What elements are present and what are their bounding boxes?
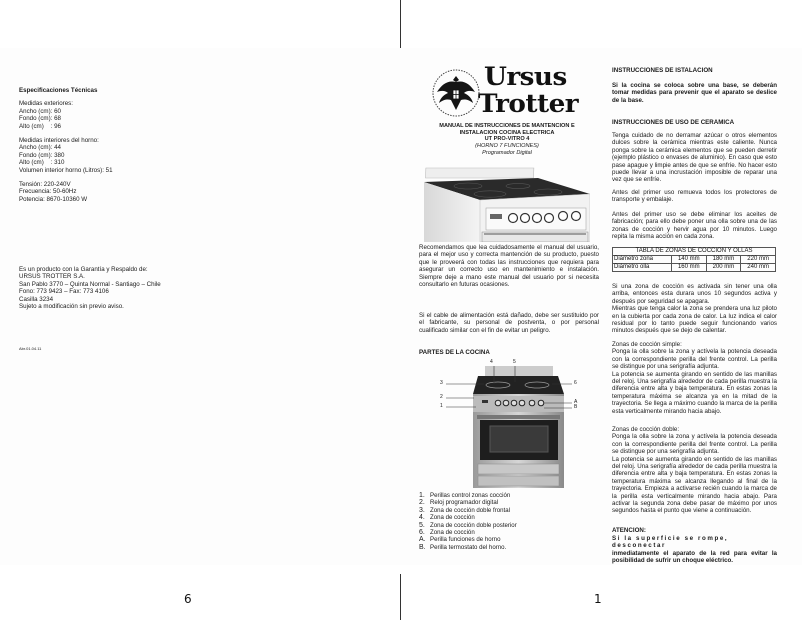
- interior-depth: Fondo (cm): 380: [19, 151, 65, 159]
- ceramic-paragraph-1: Tenga cuidado de no derramar azúcar o otros elementos dulces sobre la cerámica mientras este caliente. Nunca ponga sobre la cerámica elementos que se pueden derretir (ejemplo plástico o envases de aluminio). En caso que esto pase apague y limpie antes de que se enfríe. No hacer esto puede llevar a una incrustación imposible de reparar una vez que se enfríe.: [612, 132, 777, 184]
- ceramic-paragraph-3: Antes del primer uso se debe eliminar los aceites de fabricación; para ello debe poner una olla sobre una de las zonas de cocción y hervir agua por 10 minutos. Luego repita la misma acción en cada zona.: [612, 211, 777, 241]
- double-zones-section: [612, 426, 777, 515]
- simple-zones-heading: Zonas de cocción simple:: [612, 341, 682, 348]
- contact-line: Sujeto a modificación sin previo aviso.: [19, 303, 124, 311]
- diagram-label-6: 6: [574, 380, 577, 386]
- exterior-dimensions: [19, 100, 189, 130]
- interior-width: Ancho (cm): 44: [19, 144, 61, 152]
- list-item: [419, 522, 599, 529]
- programmer-type: Programador Digital: [482, 149, 532, 156]
- diagram-label-1: 1: [440, 403, 443, 409]
- title-line: MANUAL DE INSTRUCCIONES DE MANTENCION E: [439, 123, 575, 129]
- revision-code: Abr.01.04.11: [19, 346, 42, 351]
- power: Potencia: 8670-10360 W: [19, 195, 88, 203]
- table-cell: 140 mm: [672, 256, 707, 264]
- ursus-trotter-logo: [432, 62, 580, 122]
- table-cell: 180 mm: [706, 256, 741, 264]
- diagram-label-5: 5: [513, 359, 516, 365]
- exterior-width: Ancho (cm): 60: [19, 107, 61, 115]
- diagram-label-3: 3: [440, 380, 443, 386]
- zone-activation-text: [612, 283, 777, 335]
- list-item: [419, 507, 599, 514]
- brand-line-2: Trotter: [478, 89, 579, 118]
- parts-heading: PARTES DE LA COCINA: [419, 349, 490, 356]
- parts-list: [419, 492, 599, 551]
- warranty-contact: [19, 266, 189, 310]
- row-label: Diámetro olla: [613, 264, 672, 272]
- exterior-height: Alto (cm) : 96: [19, 122, 61, 130]
- exterior-heading: Medidas exteriores:: [19, 100, 73, 108]
- contact-line: Fono: 773 9423 – Fax: 773 4106: [19, 288, 109, 296]
- part-label: Perilla termostato del horno.: [430, 543, 507, 551]
- stove-parts-diagram: [440, 360, 580, 488]
- part-label: Reloj programador digital: [430, 499, 499, 507]
- specs-title: Especificaciones Técnicas: [19, 87, 98, 94]
- contact-line: URSUS TROTTER S.A.: [19, 273, 85, 281]
- table-title: TABLA DE ZONAS DE COCCION Y OLLAS: [613, 248, 776, 256]
- page-number-left: 6: [184, 592, 192, 606]
- simple-zones-paragraph-2: La potencia se aumenta girando en sentido de las manillas del reloj. Una serigrafía alrededor de cada perilla muestra la diferencia entre alta y baja temperatura. En estas zonas la temperatura máxima se alcanza ya en la mitad de la trayectoria. Se llega a máximo cuando la marca de la perilla esta verticalmente mirando hacia abajo.: [612, 370, 777, 415]
- electrical-specs: [19, 181, 189, 203]
- stove-photo: [420, 164, 590, 242]
- row-label: Diámetro zona: [613, 256, 672, 264]
- ceramic-heading: INSTRUCCIONES DE USO DE CERAMICA: [612, 119, 735, 126]
- part-key: B.: [419, 543, 426, 551]
- page-number-right: 1: [594, 592, 602, 606]
- zone-paragraph-2: Mientras que tenga calor la zona se prendera una luz piloto en la cubierta por cada zona de calor. La luz indica el calor residual por lo tanto puede seguir funcionando varios minutos después que se dejo de calentar.: [612, 305, 777, 335]
- zone-paragraph-1: Si una zona de cocción es activada sin tener una olla arriba, entonces esta durara unos 10 segundos activa y después por seguridad se apagara.: [612, 283, 777, 305]
- page-divider-top: [400, 0, 401, 48]
- part-key: 2.: [419, 499, 425, 507]
- list-item: [419, 514, 599, 521]
- diagram-label-a: A: [574, 399, 578, 405]
- model-name: UT PRO-VITRO 4: [484, 136, 530, 143]
- list-item: [419, 529, 599, 536]
- oven-volume: Volumen interior horno (Litros): 51: [19, 166, 113, 174]
- frequency: Frecuencia: 50-60Hz: [19, 188, 77, 196]
- brand-line-1: Ursus: [484, 62, 567, 91]
- list-item: [419, 499, 599, 506]
- simple-zones-section: [612, 341, 777, 415]
- double-zones-heading: Zonas de cocción doble:: [612, 426, 680, 433]
- double-zones-paragraph-1: Ponga la olla sobre la zona y actívela la potencia deseada con la correspondiente perilla del frente control. La perilla se distingue por una serigrafía adjunta.: [612, 433, 777, 456]
- simple-zones-paragraph-1: Ponga la olla sobre la zona y actívela la potencia deseada con la correspondiente perilla del frente control. La perilla se distingue por una serigrafía adjunta.: [612, 348, 777, 371]
- part-key: A.: [419, 536, 426, 544]
- attention-line-rest: inmediatamente el aparato de la red para evitar la posibilidad de sufrir un choque eléctrico.: [612, 549, 777, 565]
- table-row: [613, 264, 776, 272]
- part-label: Perilla funciones de horno: [430, 536, 501, 544]
- attention-text: [612, 535, 777, 565]
- contact-line: Es un producto con la Garantía y Respaldo de:: [19, 266, 148, 273]
- table-cell: 160 mm: [672, 264, 707, 272]
- interior-heading: Medidas interiores del horno:: [19, 137, 99, 145]
- technical-specifications: [19, 87, 189, 210]
- attention-heading: ATENCION:: [612, 527, 646, 534]
- installation-heading: INSTRUCCIONES DE ISTALACION: [612, 67, 713, 74]
- part-key: 1.: [419, 492, 425, 499]
- diagram-label-b: B: [574, 404, 578, 410]
- contact-line: San Pablo 3770 – Quinta Normal - Santiago – Chile: [19, 280, 161, 288]
- part-label: Zona de cocción: [430, 529, 475, 537]
- interior-height: Alto (cm) : 310: [19, 159, 65, 167]
- contact-line: Casilla 3234: [19, 295, 54, 303]
- page-divider-bottom: [400, 574, 401, 620]
- intro-paragraph: Recomendamos que lea cuidadosamente el manual del usuario, para el mejor uso y correcta mantención de su producto, puesto que le proveerá con todas las instrucciones que requiera para asegurar un correcto uso en mantenimiento e instalación. Siempre deje a mano este manual del usuario por si necesita consultarlo en futuras ocasiones.: [419, 244, 599, 289]
- part-key: 6.: [419, 529, 425, 537]
- diagram-label-4: 4: [490, 359, 493, 365]
- diagram-label-2: 2: [440, 394, 443, 400]
- manual-title: [418, 123, 596, 157]
- part-key: 4.: [419, 514, 425, 522]
- table-cell: 240 mm: [741, 264, 776, 272]
- title-line: INSTALACION COCINA ELECTRICA: [459, 129, 555, 136]
- part-key: 5.: [419, 521, 425, 529]
- zone-size-table: [612, 247, 776, 272]
- part-label: Perillas control zonas cocción: [430, 492, 511, 499]
- part-label: Zona de cocción doble frontal: [430, 506, 510, 514]
- interior-dimensions: [19, 137, 189, 174]
- list-item: [419, 536, 599, 543]
- cable-warning-paragraph: Si el cable de alimentación está dañado, debe ser sustituido por el fabricante, su personal de postventa, o por personal cualificado similar con el fin de evitar un peligro.: [419, 312, 599, 334]
- voltage: Tensión: 220-240V: [19, 181, 71, 189]
- part-key: 3.: [419, 506, 425, 514]
- attention-line-spaced: Si la superficie se rompe, desconectar: [612, 535, 729, 550]
- part-label: Zona de cocción doble posterior: [430, 521, 517, 529]
- installation-text: Si la cocina se coloca sobre una base, se deberán tomar medidas para prevenir que el aparato se deslice de la base.: [612, 82, 777, 104]
- part-label: Zona de cocción: [430, 514, 475, 522]
- table-cell: 220 mm: [741, 256, 776, 264]
- list-item: [419, 544, 599, 551]
- exterior-depth: Fondo (cm): 68: [19, 115, 61, 123]
- ceramic-paragraph-2: Antes del primer uso remueva todos los protectores de transporte y embalaje.: [612, 189, 777, 204]
- double-zones-paragraph-2: La potencia se aumenta girando en sentido de las manillas del reloj. Una serigrafía alrededor de cada perilla muestra la diferencia entre alta y baja temperatura. En estas zonas la temperatura máxima se alcanza llegando al final de la trayectoria. Empieza a activarse recién cuando la marca de la perilla esta verticalmente mirando hacia abajo. Para activar la segunda zona debe pasar de máximo por unos segundos hasta el punto que viene a continuación.: [612, 455, 777, 515]
- list-item: [419, 492, 599, 499]
- table-cell: 200 mm: [706, 264, 741, 272]
- table-row: [613, 256, 776, 264]
- oven-functions: (HORNO 7 FUNCIONES): [475, 143, 539, 150]
